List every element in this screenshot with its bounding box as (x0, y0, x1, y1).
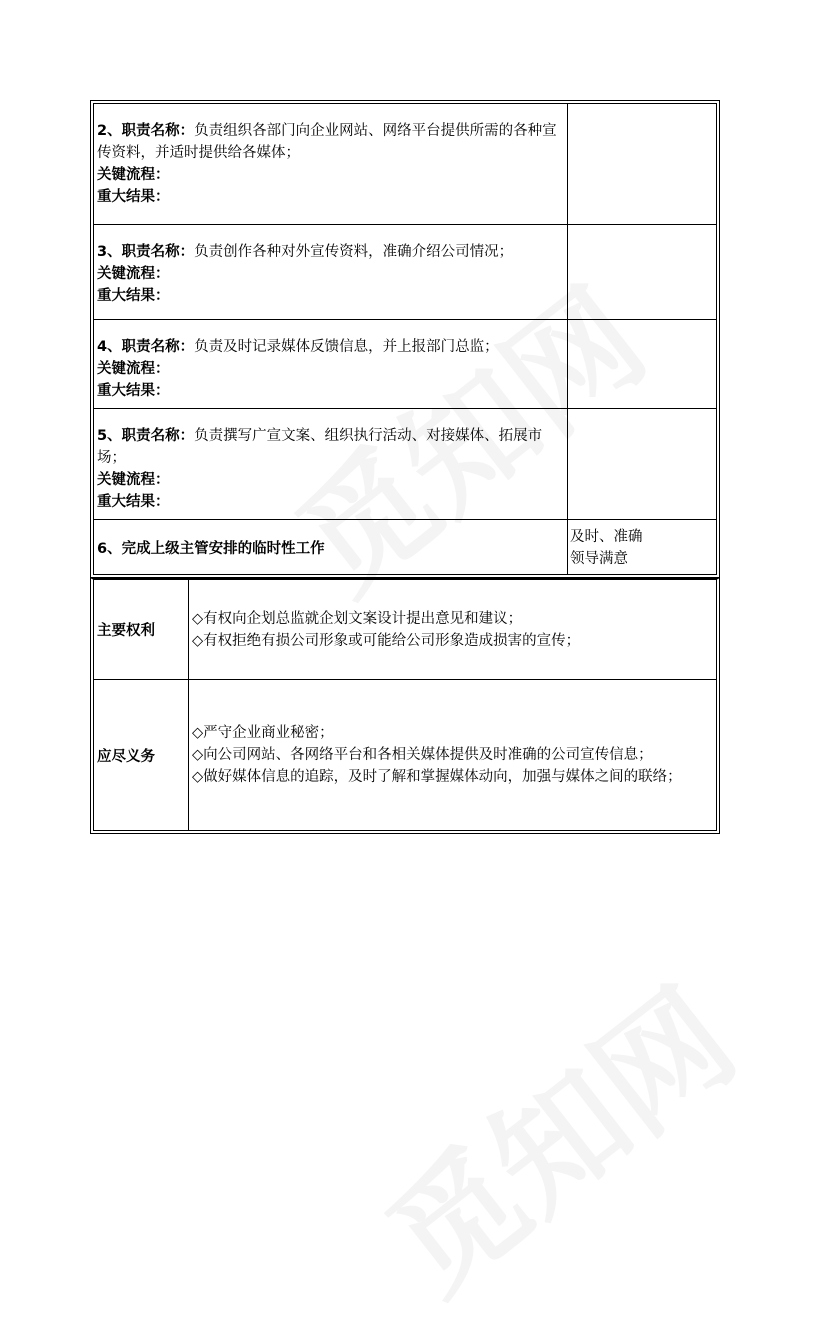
temp-task-cell (94, 520, 568, 574)
result-label: 重大结果： (97, 494, 170, 510)
duty-content-cell (94, 225, 568, 319)
duty-desc: 负责组织各部门向企业网站、网络平台提供所需的各种宣传资料，并适时提供给各媒体； (97, 123, 557, 161)
result-label: 重大结果： (97, 383, 170, 399)
rights-list-cell (189, 580, 716, 679)
process-label: 关键流程： (97, 361, 170, 377)
rights-row (94, 580, 716, 680)
duty-criteria-cell (568, 409, 716, 519)
duty-content-cell (94, 104, 568, 224)
temp-task-criteria-cell (568, 520, 716, 574)
rights-obligations-table (90, 578, 720, 834)
duty-criteria-cell (568, 104, 716, 224)
duty-title: 4、职责名称： (97, 339, 195, 355)
obligations-item: ◇严守企业商业秘密； (192, 725, 334, 741)
duty-row-6 (94, 520, 716, 574)
temp-task-title: 6、完成上级主管安排的临时性工作 (97, 540, 325, 557)
rights-label-cell (94, 580, 189, 679)
duty-row-5 (94, 409, 716, 520)
duty-title: 3、职责名称： (97, 244, 195, 260)
rights-label: 主要权利 (97, 623, 155, 639)
criteria-line: 及时、准确 (570, 529, 643, 545)
result-label: 重大结果： (97, 288, 170, 304)
criteria-line: 领导满意 (570, 551, 628, 567)
process-label: 关键流程： (97, 266, 170, 282)
rights-item: ◇有权拒绝有损公司形象或可能给公司形象造成损害的宣传； (192, 632, 581, 649)
duty-title: 2、职责名称： (97, 123, 195, 139)
duty-desc: 负责创作各种对外宣传资料，准确介绍公司情况； (194, 244, 514, 260)
duty-desc: 负责撰写广宣文案、组织执行活动、对接媒体、拓展市场； (97, 428, 543, 466)
obligations-label: 应尽义务 (97, 748, 155, 765)
duty-criteria-cell (568, 320, 716, 408)
obligations-list-cell (189, 680, 716, 830)
obligations-row (94, 680, 716, 830)
duty-content-cell (94, 409, 568, 519)
watermark (344, 940, 766, 1327)
obligations-item: ◇向公司网站、各网络平台和各相关媒体提供及时准确的公司宣传信息； (192, 747, 653, 763)
duty-desc: 负责及时记录媒体反馈信息，并上报部门总监； (194, 339, 499, 355)
obligations-item: ◇做好媒体信息的追踪，及时了解和掌握媒体动向，加强与媒体之间的联络； (192, 769, 682, 785)
rights-item: ◇有权向企划总监就企划文案设计提出意见和建议； (192, 610, 523, 627)
result-label: 重大结果： (97, 189, 170, 205)
duty-row-2 (94, 104, 716, 225)
duty-criteria-cell (568, 225, 716, 319)
duties-table (90, 100, 720, 578)
process-label: 关键流程： (97, 472, 170, 488)
obligations-label-cell (94, 680, 189, 830)
duty-row-4 (94, 320, 716, 409)
process-label: 关键流程： (97, 167, 170, 183)
duty-content-cell (94, 320, 568, 408)
duty-row-3 (94, 225, 716, 320)
duty-title: 5、职责名称： (97, 428, 195, 444)
